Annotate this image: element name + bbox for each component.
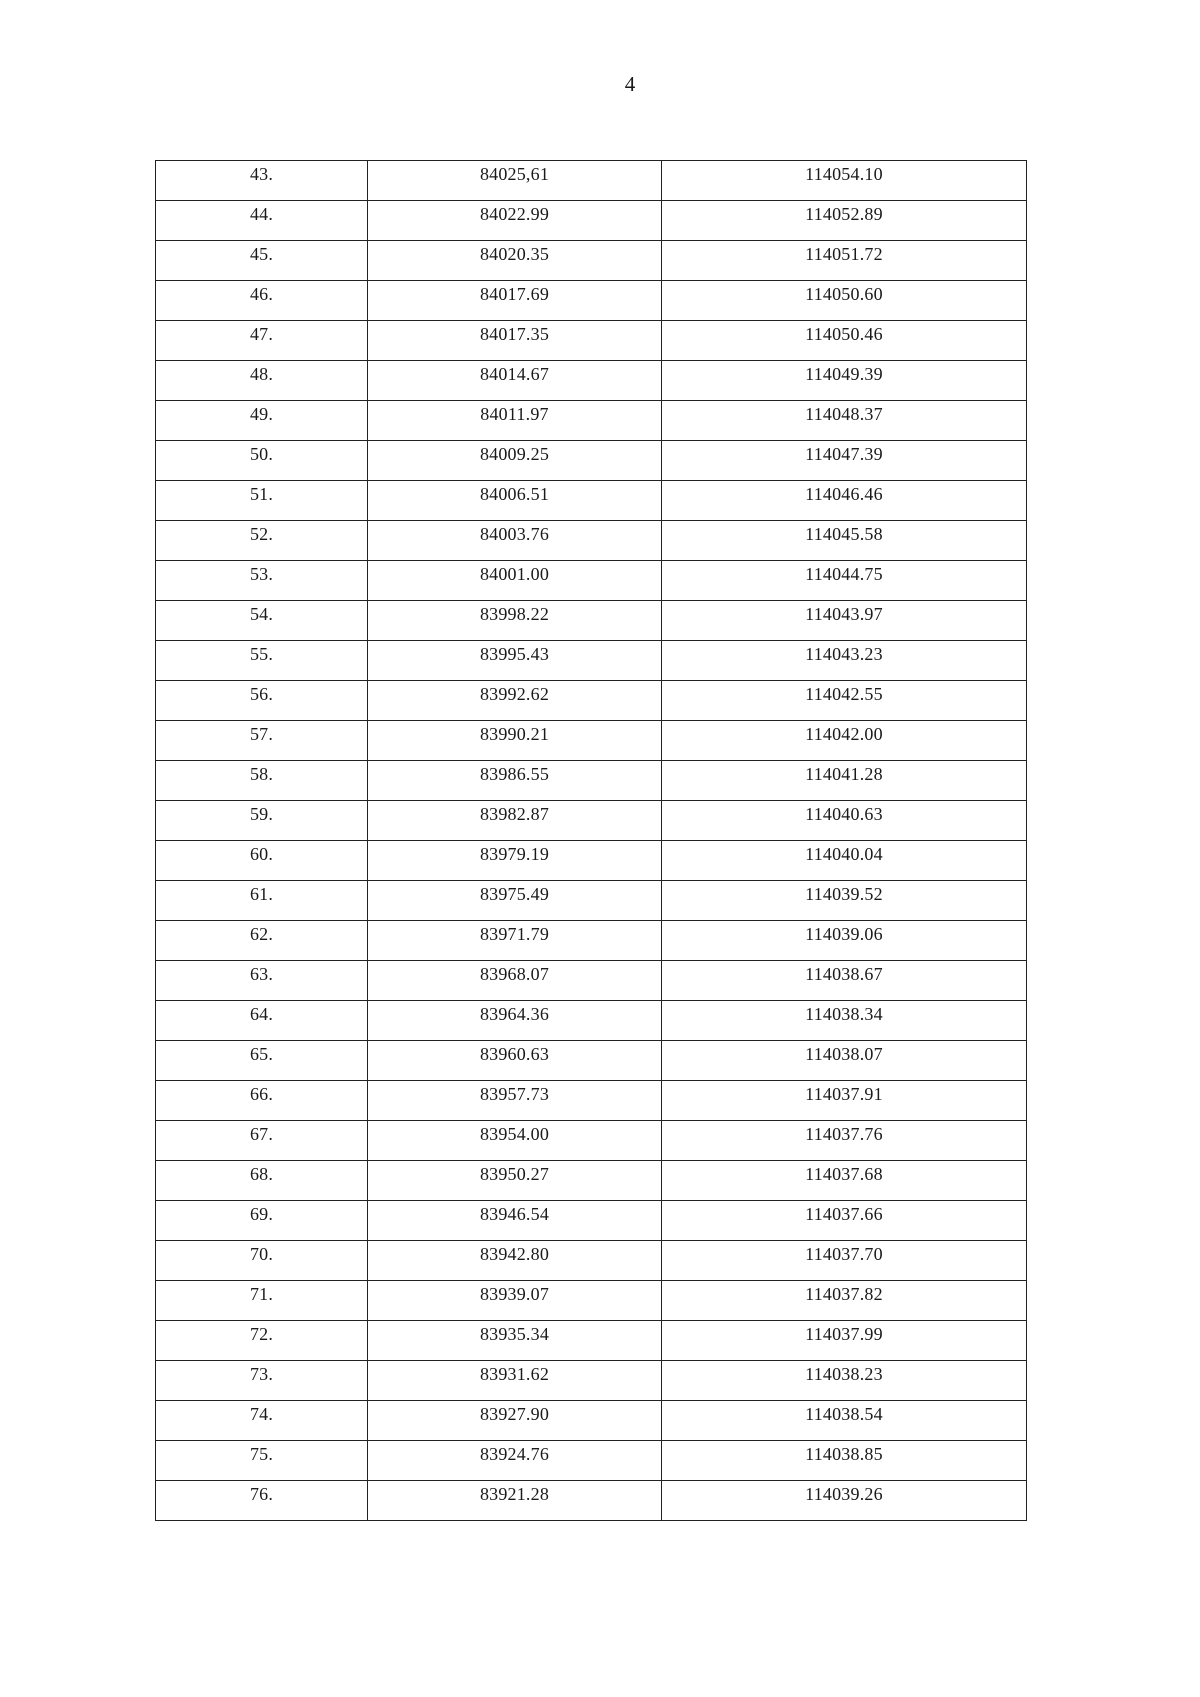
y-coordinate-cell: 114042.55 (662, 681, 1027, 721)
point-number-cell: 73. (156, 1361, 368, 1401)
y-coordinate-cell: 114051.72 (662, 241, 1027, 281)
x-coordinate-cell: 84020.35 (368, 241, 662, 281)
table-row (156, 561, 1027, 601)
table-row (156, 1401, 1027, 1441)
y-coordinate-cell: 114043.23 (662, 641, 1027, 681)
point-number-cell: 43. (156, 161, 368, 201)
point-number-cell: 63. (156, 961, 368, 1001)
table-row (156, 881, 1027, 921)
point-number-cell: 64. (156, 1001, 368, 1041)
point-number-cell: 61. (156, 881, 368, 921)
point-number-cell: 56. (156, 681, 368, 721)
table-row (156, 1241, 1027, 1281)
x-coordinate-cell: 83950.27 (368, 1161, 662, 1201)
point-number-cell: 49. (156, 401, 368, 441)
table-row (156, 1001, 1027, 1041)
y-coordinate-cell: 114038.23 (662, 1361, 1027, 1401)
x-coordinate-cell: 84006.51 (368, 481, 662, 521)
x-coordinate-cell: 83975.49 (368, 881, 662, 921)
point-number-cell: 53. (156, 561, 368, 601)
point-number-cell: 57. (156, 721, 368, 761)
x-coordinate-cell: 84017.69 (368, 281, 662, 321)
point-number-cell: 45. (156, 241, 368, 281)
y-coordinate-cell: 114052.89 (662, 201, 1027, 241)
point-number-cell: 46. (156, 281, 368, 321)
y-coordinate-cell: 114037.76 (662, 1121, 1027, 1161)
table-row (156, 521, 1027, 561)
point-number-cell: 60. (156, 841, 368, 881)
table-row (156, 1041, 1027, 1081)
y-coordinate-cell: 114037.66 (662, 1201, 1027, 1241)
table-row (156, 841, 1027, 881)
x-coordinate-cell: 84009.25 (368, 441, 662, 481)
x-coordinate-cell: 83921.28 (368, 1481, 662, 1521)
table-row (156, 761, 1027, 801)
y-coordinate-cell: 114037.70 (662, 1241, 1027, 1281)
page-number: 4 (624, 72, 636, 96)
y-coordinate-cell: 114042.00 (662, 721, 1027, 761)
x-coordinate-cell: 84001.00 (368, 561, 662, 601)
x-coordinate-cell: 83998.22 (368, 601, 662, 641)
table-row (156, 1281, 1027, 1321)
x-coordinate-cell: 83992.62 (368, 681, 662, 721)
table-row (156, 481, 1027, 521)
x-coordinate-cell: 83931.62 (368, 1361, 662, 1401)
y-coordinate-cell: 114037.82 (662, 1281, 1027, 1321)
point-number-cell: 47. (156, 321, 368, 361)
table-row (156, 601, 1027, 641)
x-coordinate-cell: 83964.36 (368, 1001, 662, 1041)
y-coordinate-cell: 114048.37 (662, 401, 1027, 441)
y-coordinate-cell: 114039.52 (662, 881, 1027, 921)
y-coordinate-cell: 114038.54 (662, 1401, 1027, 1441)
y-coordinate-cell: 114041.28 (662, 761, 1027, 801)
point-number-cell: 72. (156, 1321, 368, 1361)
x-coordinate-cell: 83979.19 (368, 841, 662, 881)
point-number-cell: 66. (156, 1081, 368, 1121)
point-number-cell: 76. (156, 1481, 368, 1521)
table-row (156, 281, 1027, 321)
y-coordinate-cell: 114050.60 (662, 281, 1027, 321)
y-coordinate-cell: 114047.39 (662, 441, 1027, 481)
point-number-cell: 59. (156, 801, 368, 841)
x-coordinate-cell: 84003.76 (368, 521, 662, 561)
point-number-cell: 52. (156, 521, 368, 561)
x-coordinate-cell: 83995.43 (368, 641, 662, 681)
x-coordinate-cell: 83924.76 (368, 1441, 662, 1481)
table-row (156, 961, 1027, 1001)
x-coordinate-cell: 83957.73 (368, 1081, 662, 1121)
x-coordinate-cell: 83939.07 (368, 1281, 662, 1321)
y-coordinate-cell: 114040.04 (662, 841, 1027, 881)
point-number-cell: 74. (156, 1401, 368, 1441)
y-coordinate-cell: 114037.68 (662, 1161, 1027, 1201)
point-number-cell: 58. (156, 761, 368, 801)
x-coordinate-cell: 83960.63 (368, 1041, 662, 1081)
y-coordinate-cell: 114039.06 (662, 921, 1027, 961)
table-row (156, 1161, 1027, 1201)
point-number-cell: 48. (156, 361, 368, 401)
table-row (156, 1121, 1027, 1161)
coordinates-table-body (156, 161, 1027, 1521)
y-coordinate-cell: 114050.46 (662, 321, 1027, 361)
x-coordinate-cell: 83954.00 (368, 1121, 662, 1161)
point-number-cell: 55. (156, 641, 368, 681)
x-coordinate-cell: 83990.21 (368, 721, 662, 761)
point-number-cell: 71. (156, 1281, 368, 1321)
point-number-cell: 67. (156, 1121, 368, 1161)
point-number-cell: 69. (156, 1201, 368, 1241)
table-row (156, 201, 1027, 241)
y-coordinate-cell: 114040.63 (662, 801, 1027, 841)
point-number-cell: 44. (156, 201, 368, 241)
y-coordinate-cell: 114049.39 (662, 361, 1027, 401)
x-coordinate-cell: 83968.07 (368, 961, 662, 1001)
y-coordinate-cell: 114037.91 (662, 1081, 1027, 1121)
y-coordinate-cell: 114039.26 (662, 1481, 1027, 1521)
y-coordinate-cell: 114054.10 (662, 161, 1027, 201)
point-number-cell: 54. (156, 601, 368, 641)
y-coordinate-cell: 114043.97 (662, 601, 1027, 641)
x-coordinate-cell: 84022.99 (368, 201, 662, 241)
y-coordinate-cell: 114044.75 (662, 561, 1027, 601)
table-row (156, 1321, 1027, 1361)
table-row (156, 1481, 1027, 1521)
table-row (156, 161, 1027, 201)
table-row (156, 1201, 1027, 1241)
x-coordinate-cell: 83986.55 (368, 761, 662, 801)
table-row (156, 401, 1027, 441)
table-row (156, 1441, 1027, 1481)
x-coordinate-cell: 83971.79 (368, 921, 662, 961)
point-number-cell: 65. (156, 1041, 368, 1081)
x-coordinate-cell: 83982.87 (368, 801, 662, 841)
coordinates-table (155, 160, 1027, 1521)
table-row (156, 361, 1027, 401)
x-coordinate-cell: 84017.35 (368, 321, 662, 361)
x-coordinate-cell: 83946.54 (368, 1201, 662, 1241)
table-row (156, 681, 1027, 721)
table-row (156, 721, 1027, 761)
y-coordinate-cell: 114038.67 (662, 961, 1027, 1001)
x-coordinate-cell: 84011.97 (368, 401, 662, 441)
point-number-cell: 51. (156, 481, 368, 521)
point-number-cell: 75. (156, 1441, 368, 1481)
point-number-cell: 50. (156, 441, 368, 481)
x-coordinate-cell: 83942.80 (368, 1241, 662, 1281)
table-row (156, 441, 1027, 481)
table-row (156, 801, 1027, 841)
y-coordinate-cell: 114038.34 (662, 1001, 1027, 1041)
y-coordinate-cell: 114037.99 (662, 1321, 1027, 1361)
table-row (156, 921, 1027, 961)
table-row (156, 321, 1027, 361)
table-row (156, 1361, 1027, 1401)
table-row (156, 1081, 1027, 1121)
x-coordinate-cell: 83935.34 (368, 1321, 662, 1361)
y-coordinate-cell: 114045.58 (662, 521, 1027, 561)
table-row (156, 241, 1027, 281)
x-coordinate-cell: 84014.67 (368, 361, 662, 401)
y-coordinate-cell: 114038.07 (662, 1041, 1027, 1081)
point-number-cell: 68. (156, 1161, 368, 1201)
point-number-cell: 70. (156, 1241, 368, 1281)
table-row (156, 641, 1027, 681)
x-coordinate-cell: 84025,61 (368, 161, 662, 201)
x-coordinate-cell: 83927.90 (368, 1401, 662, 1441)
point-number-cell: 62. (156, 921, 368, 961)
y-coordinate-cell: 114038.85 (662, 1441, 1027, 1481)
y-coordinate-cell: 114046.46 (662, 481, 1027, 521)
